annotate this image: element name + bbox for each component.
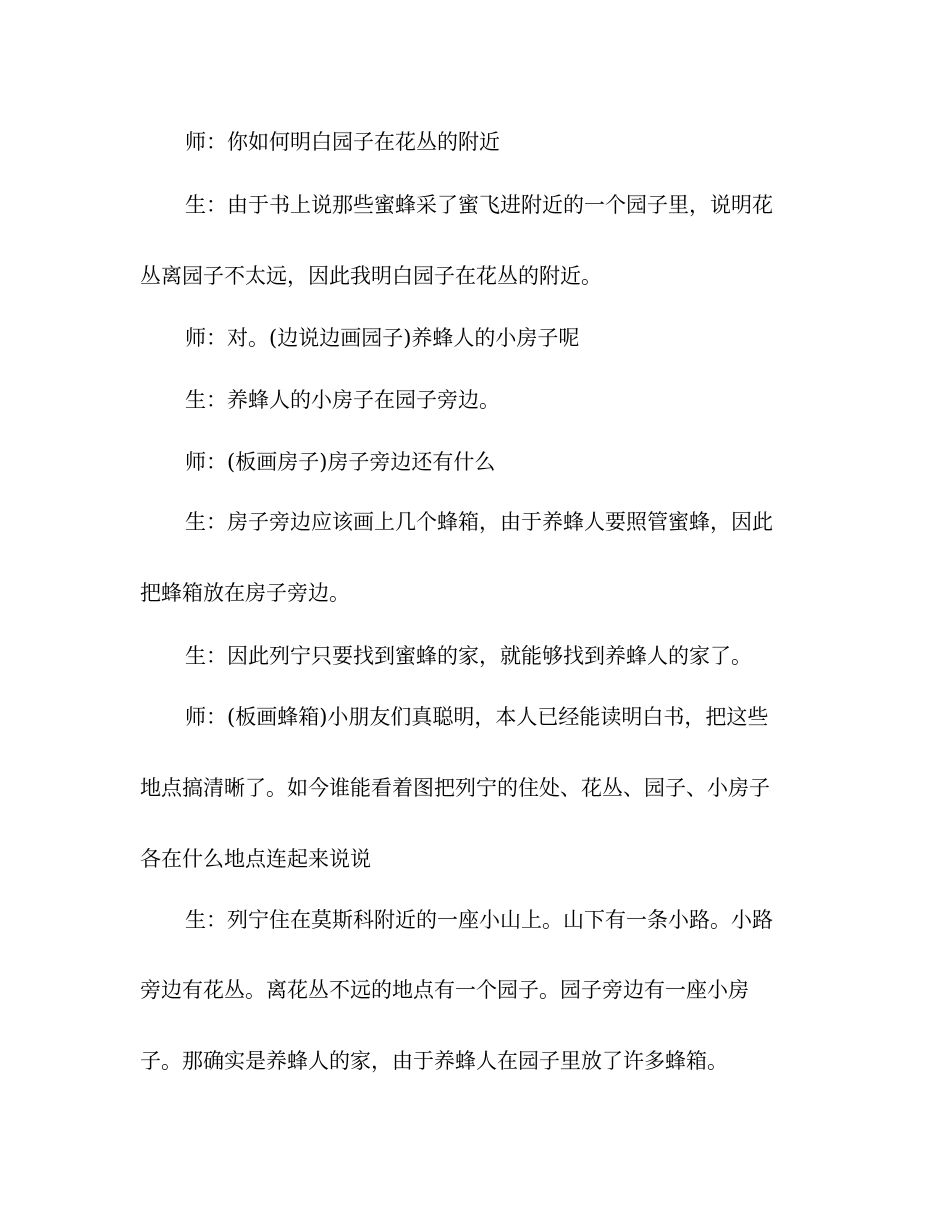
paragraph-line: 师：(板画蜂箱)小朋友们真聪明，本人已经能读明白书，把这些 bbox=[185, 705, 769, 729]
paragraph-line: 地点搞清晰了。如今谁能看着图把列宁的住处、花丛、园子、小房子 bbox=[140, 776, 770, 800]
paragraph-line: 子。那确实是养蜂人的家，由于养蜂人在园子里放了许多蜂箱。 bbox=[140, 1049, 728, 1073]
paragraph-line: 师：(板画房子)房子旁边还有什么 bbox=[185, 450, 496, 474]
paragraph-line: 丛离园子不太远，因此我明白园子在花丛的附近。 bbox=[140, 264, 602, 288]
paragraph-line: 把蜂箱放在房子旁边。 bbox=[140, 581, 350, 605]
paragraph-line: 生：由于书上说那些蜜蜂采了蜜飞进附近的一个园子里，说明花 bbox=[185, 193, 773, 217]
paragraph-line: 旁边有花丛。离花丛不远的地点有一个园子。园子旁边有一座小房 bbox=[140, 978, 749, 1002]
paragraph-line: 各在什么地点连起来说说 bbox=[140, 847, 371, 871]
paragraph-line: 生：列宁住在莫斯科附近的一座小山上。山下有一条小路。小路 bbox=[185, 908, 773, 932]
paragraph-line: 师：对。(边说边画园子)养蜂人的小房子呢 bbox=[185, 326, 580, 350]
paragraph-line: 师：你如何明白园子在花丛的附近 bbox=[185, 130, 500, 154]
paragraph-line: 生：房子旁边应该画上几个蜂箱，由于养蜂人要照管蜜蜂，因此 bbox=[185, 510, 773, 534]
paragraph-line: 生：因此列宁只要找到蜜蜂的家，就能够找到养蜂人的家了。 bbox=[185, 644, 752, 668]
paragraph-line: 生：养蜂人的小房子在园子旁边。 bbox=[185, 388, 500, 412]
